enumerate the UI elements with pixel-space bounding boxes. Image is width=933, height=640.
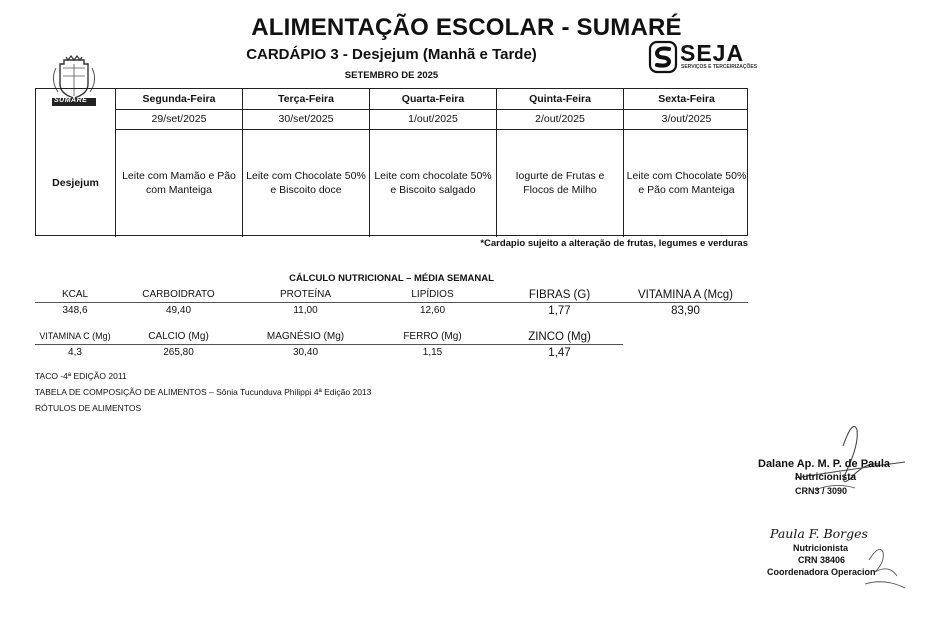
seja-logo-tagline: SERVIÇOS E TERCEIRIZAÇÕES: [681, 64, 758, 70]
day-date-quinta: 2/out/2025: [496, 109, 623, 129]
signature-stamp-2: [765, 526, 915, 596]
day-date-sexta: 3/out/2025: [623, 109, 749, 129]
city-logo-text: SUMARÉ: [54, 97, 88, 104]
menu-item-segunda: Leite com Mamão e Pão com Manteiga: [115, 129, 242, 237]
nutrient-value: 30,40: [292, 347, 319, 358]
reference-line: RÓTULOS DE ALIMENTOS: [35, 403, 142, 413]
nutrition-row2-values: [35, 347, 623, 361]
signature-2-role: Nutricionista: [793, 543, 849, 553]
signature-stamp-1: [755, 418, 915, 518]
nutrient-value: 83,90: [671, 305, 700, 317]
day-date-terca: 30/set/2025: [242, 109, 369, 129]
nutrient-label: LIPÍDIOS: [411, 289, 454, 300]
nutrient-label: PROTEÍNA: [279, 289, 332, 300]
day-name-segunda: Segunda-Feira: [115, 89, 242, 109]
menu-table: [35, 88, 748, 236]
day-date-quarta: 1/out/2025: [369, 109, 496, 129]
signature-1-crn: CRN3 / 3090: [795, 486, 848, 496]
nutrition-row1-values: [35, 305, 748, 319]
signature-2-position: Coordenadora Operacion: [767, 567, 876, 577]
nutrient-value: 265,80: [163, 347, 194, 358]
day-name-terca: Terça-Feira: [242, 89, 369, 109]
nutrient-label: CARBOIDRATO: [142, 289, 215, 300]
reference-line: TABELA DE COMPOSIÇÃO DE ALIMENTOS – Sônia Tucunduva Philippi 4ª Edição 2013: [35, 387, 372, 397]
menu-item-quarta: Leite com chocolate 50% e Biscoito salgado: [369, 129, 496, 237]
nutrient-label: FERRO (Mg): [403, 331, 462, 342]
menu-item-sexta: Leite com Chocolate 50% e Pão com Manteiga: [623, 129, 749, 237]
nutrient-label: KCAL: [61, 289, 89, 300]
menu-item-quinta: Iogurte de Frutas e Flocos de Milho: [496, 129, 623, 237]
signature-2-crn: CRN 38406: [798, 555, 846, 565]
nutrient-label: VITAMINA A (Mcg): [638, 289, 733, 301]
seja-logo-wordmark: SEJA: [680, 40, 745, 66]
day-name-sexta: Sexta-Feira: [623, 89, 749, 109]
nutrient-value: 49,40: [165, 305, 192, 316]
nutrient-label: ZINCO (Mg): [528, 331, 591, 343]
nutrition-title: CÁLCULO NUTRICIONAL – MÉDIA SEMANAL: [289, 273, 494, 284]
seja-s-icon: [648, 40, 678, 74]
nutrient-value: 1,15: [422, 347, 443, 358]
page-title: ALIMENTAÇÃO ESCOLAR - SUMARÉ: [251, 14, 682, 41]
menu-change-note: *Cardapio sujeito a alteração de frutas, legumes e verduras: [480, 238, 748, 249]
nutrient-value: 1,77: [548, 305, 571, 317]
meal-label-desjejum: Desjejum: [52, 177, 99, 189]
day-name-quinta: Quinta-Feira: [496, 89, 623, 109]
reference-line: TACO -4ª EDIÇÃO 2011: [35, 371, 127, 381]
seja-company-logo: [648, 40, 758, 74]
signature-1-role: Nutricionista: [795, 472, 857, 483]
nutrient-value: 1,47: [548, 347, 571, 359]
nutrient-value: 12,60: [419, 305, 446, 316]
nutrient-value: 11,00: [293, 305, 318, 316]
nutrient-value: 4,3: [68, 347, 82, 358]
nutrient-label: FIBRAS (G): [528, 289, 591, 301]
menu-item-terca: Leite com Chocolate 50% e Biscoito doce: [242, 129, 369, 237]
signature-2-name: Paula F. Borges: [770, 526, 868, 541]
nutrient-label: MAGNÉSIO (Mg): [266, 331, 345, 342]
menu-subtitle: CARDÁPIO 3 - Desjejum (Manhã e Tarde): [246, 46, 537, 63]
month-label: SETEMBRO DE 2025: [344, 70, 439, 81]
nutrient-label: VITAMINA C (Mg): [39, 331, 111, 341]
nutrition-row2-labels: [35, 331, 623, 345]
signature-1-name: Dalane Ap. M. P. de Paula: [758, 458, 891, 470]
nutrient-value: 348,6: [62, 305, 88, 316]
nutrient-label: CALCIO (Mg): [148, 331, 209, 342]
day-name-quarta: Quarta-Feira: [369, 89, 496, 109]
nutrition-row1-labels: [35, 289, 748, 303]
day-date-segunda: 29/set/2025: [115, 109, 242, 129]
